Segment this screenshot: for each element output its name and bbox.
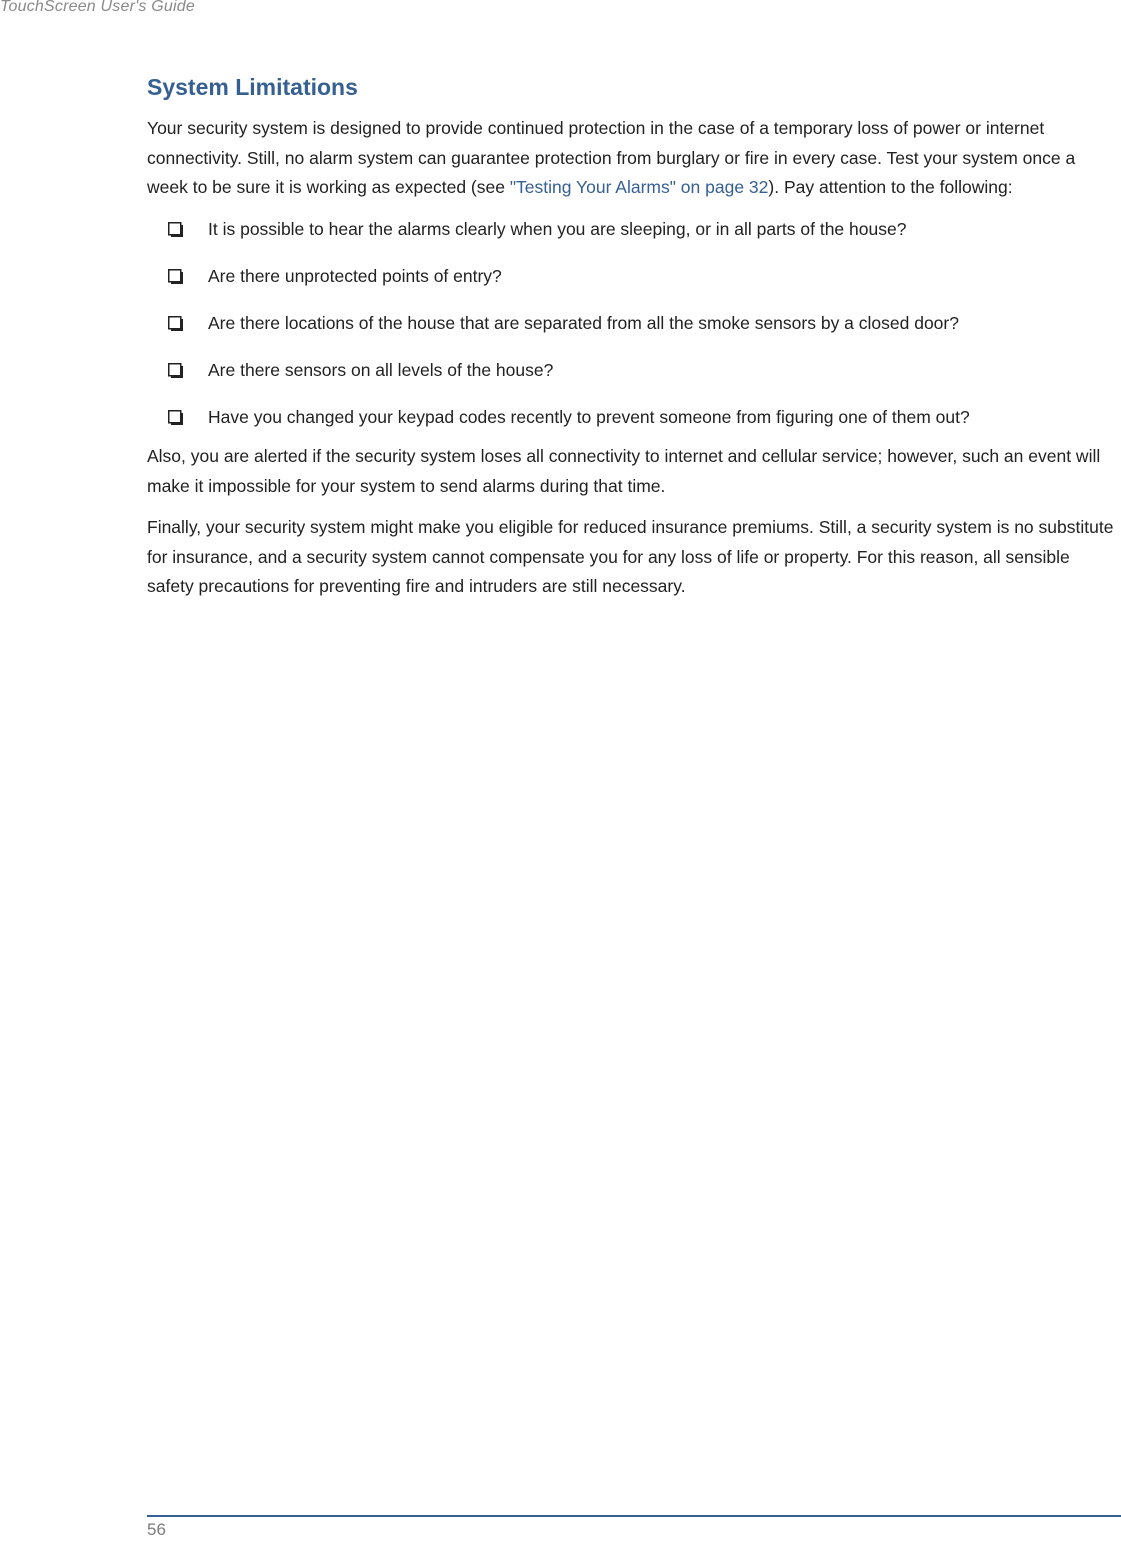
checklist-item-text: Are there locations of the house that are separated from all the smoke sensors by a closed door? bbox=[208, 312, 959, 333]
checklist-item bbox=[147, 215, 1119, 245]
footer-divider bbox=[147, 1515, 1121, 1517]
checkbox-icon bbox=[168, 316, 183, 331]
running-header: TouchScreen User's Guide bbox=[0, 0, 195, 15]
intro-text-before-link: Your security system is designed to provide continued protection in the case of a temporary loss of power or internet connectivity. Still, no alarm system can guarantee protection from burglary or fire in every case. Test your system once a week to be sure it is working as expected (see bbox=[147, 118, 1076, 197]
intro-paragraph bbox=[147, 114, 1119, 203]
connectivity-paragraph: Also, you are alerted if the security system loses all connectivity to internet and cellular service; however, such an event will make it impossible for your system to send alarms during that time. bbox=[147, 446, 1101, 496]
checklist-item bbox=[147, 309, 1119, 339]
checkbox-icon bbox=[168, 410, 183, 425]
checklist-item-text: Are there unprotected points of entry? bbox=[208, 265, 502, 286]
checklist-item-text: Are there sensors on all levels of the house? bbox=[208, 359, 554, 380]
checklist-item bbox=[147, 262, 1119, 292]
checkbox-icon bbox=[168, 363, 183, 378]
checklist bbox=[147, 215, 1119, 433]
intro-text-after-link: ). Pay attention to the following: bbox=[768, 177, 1013, 197]
page-content bbox=[147, 70, 1119, 614]
checklist-item bbox=[147, 403, 1119, 433]
insurance-paragraph: Finally, your security system might make you eligible for reduced insurance premiums. Still, a security system is no substitute for insurance, and a security system cannot compensate you for any loss of life or property. For this reason, all sensible safety precautions for preventing fire and intruders are still necessary. bbox=[147, 517, 1114, 596]
checklist-item-text: It is possible to hear the alarms clearly when you are sleeping, or in all parts of the house? bbox=[208, 218, 907, 239]
page-number: 56 bbox=[147, 1520, 166, 1539]
checkbox-icon bbox=[168, 269, 183, 284]
checkbox-icon bbox=[168, 222, 183, 237]
section-title: System Limitations bbox=[147, 74, 358, 100]
checklist-item bbox=[147, 356, 1119, 386]
testing-your-alarms-link[interactable]: "Testing Your Alarms" on page 32 bbox=[509, 177, 769, 197]
checklist-item-text: Have you changed your keypad codes recently to prevent someone from figuring one of them out? bbox=[208, 406, 970, 427]
